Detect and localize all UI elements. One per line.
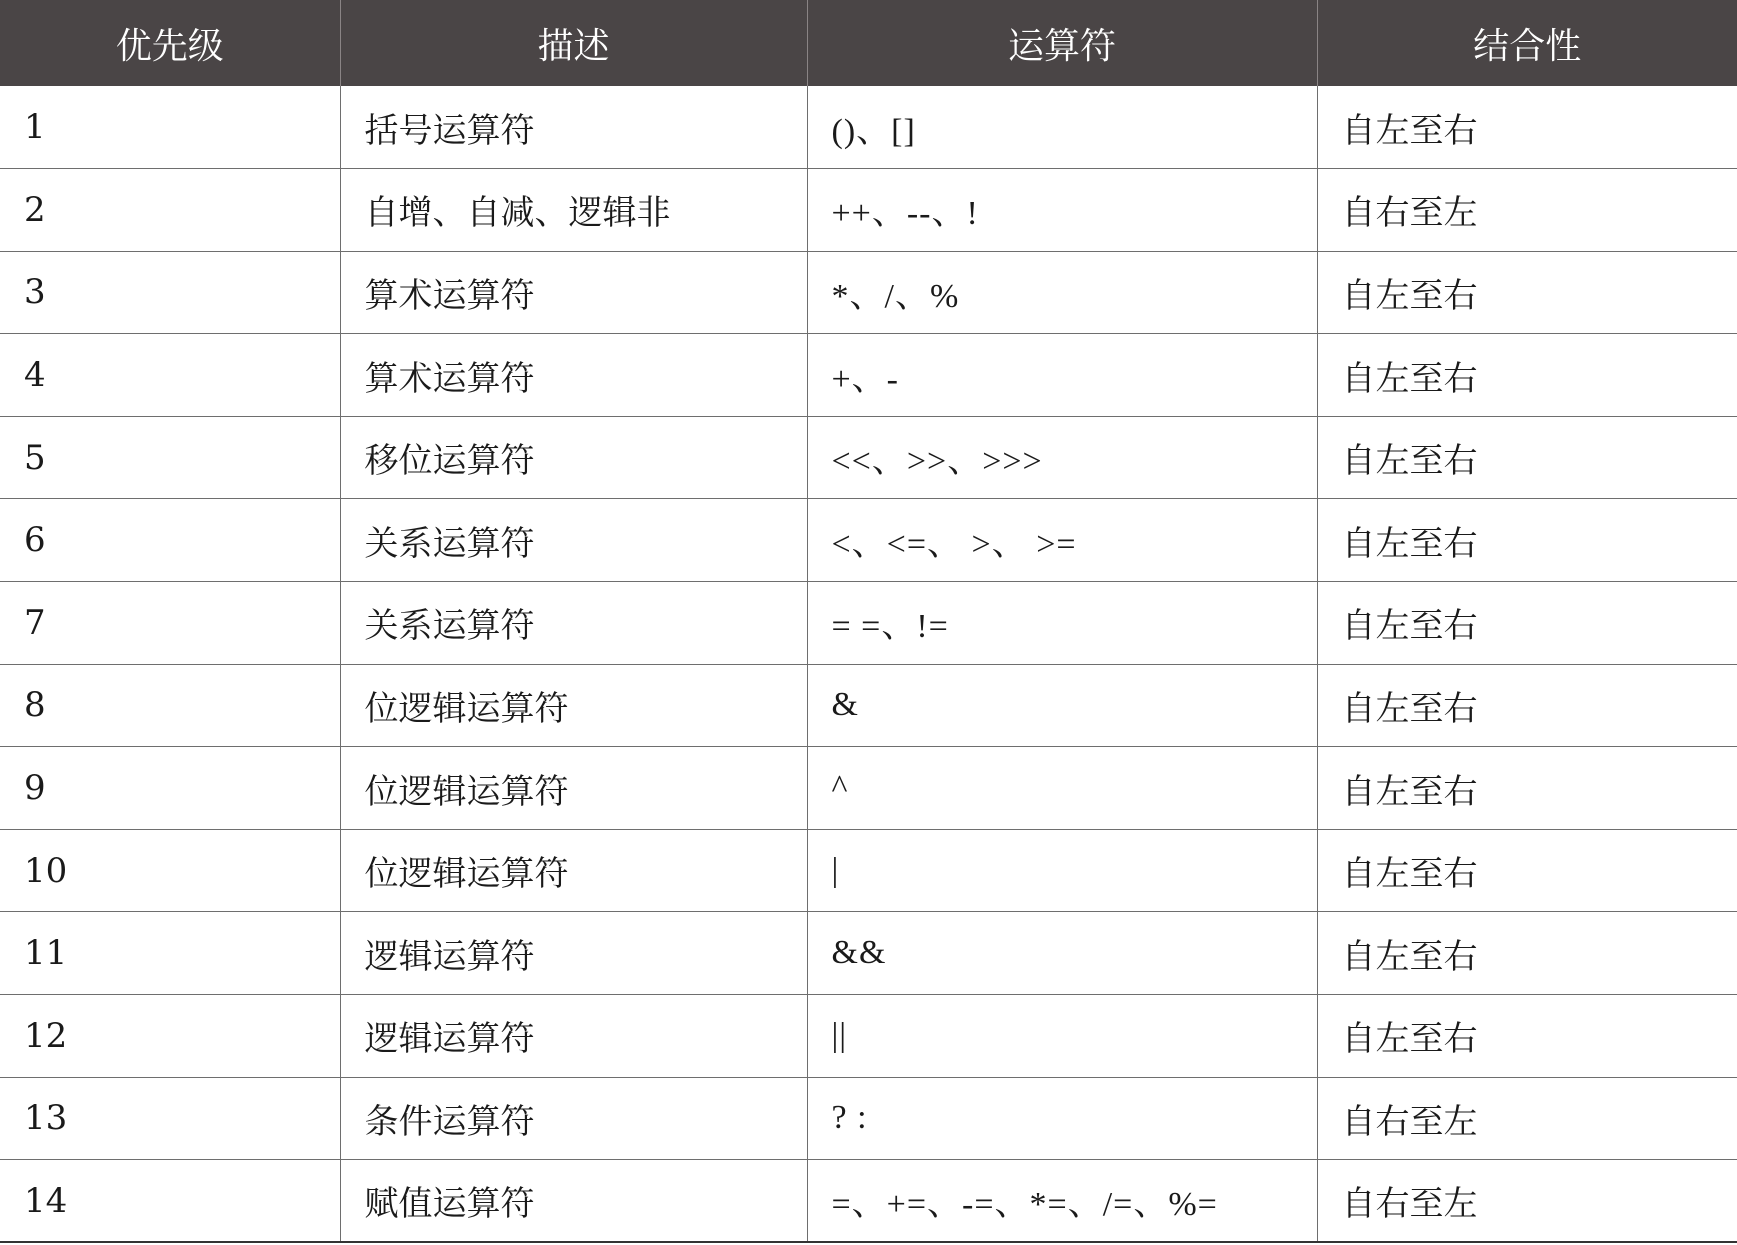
cell-operators: <<、>>、>>> — [807, 416, 1317, 499]
cell-operators: ++、--、! — [807, 169, 1317, 252]
cell-associativity: 自左至右 — [1317, 86, 1737, 169]
cell-priority: 10 — [0, 829, 340, 912]
cell-priority: 6 — [0, 499, 340, 582]
cell-description: 逻辑运算符 — [340, 912, 807, 995]
table-row — [0, 582, 1737, 665]
cell-operators: && — [807, 912, 1317, 995]
table-row — [0, 664, 1737, 747]
cell-operators: =、+=、-=、*=、/=、%= — [807, 1160, 1317, 1243]
header-description: 描述 — [340, 0, 807, 86]
cell-associativity: 自右至左 — [1317, 1077, 1737, 1160]
cell-priority: 3 — [0, 251, 340, 334]
cell-description: 算术运算符 — [340, 251, 807, 334]
cell-description: 移位运算符 — [340, 416, 807, 499]
cell-operators: <、<=、 >、 >= — [807, 499, 1317, 582]
cell-associativity: 自左至右 — [1317, 747, 1737, 830]
cell-associativity: 自左至右 — [1317, 416, 1737, 499]
cell-priority: 11 — [0, 912, 340, 995]
cell-associativity: 自左至右 — [1317, 582, 1737, 665]
cell-description: 逻辑运算符 — [340, 995, 807, 1078]
cell-priority: 7 — [0, 582, 340, 665]
header-operators: 运算符 — [807, 0, 1317, 86]
cell-operators: || — [807, 995, 1317, 1078]
cell-associativity: 自右至左 — [1317, 169, 1737, 252]
cell-description: 括号运算符 — [340, 86, 807, 169]
cell-associativity: 自左至右 — [1317, 995, 1737, 1078]
cell-description: 自增、自减、逻辑非 — [340, 169, 807, 252]
table-row — [0, 829, 1737, 912]
cell-associativity: 自左至右 — [1317, 912, 1737, 995]
cell-priority: 8 — [0, 664, 340, 747]
cell-operators: & — [807, 664, 1317, 747]
cell-description: 赋值运算符 — [340, 1160, 807, 1243]
header-row — [0, 0, 1737, 86]
table-row — [0, 1160, 1737, 1243]
cell-associativity: 自右至左 — [1317, 1160, 1737, 1243]
cell-operators: ? : — [807, 1077, 1317, 1160]
cell-description: 位逻辑运算符 — [340, 829, 807, 912]
cell-description: 算术运算符 — [340, 334, 807, 417]
cell-description: 位逻辑运算符 — [340, 747, 807, 830]
table-row — [0, 747, 1737, 830]
cell-associativity: 自左至右 — [1317, 499, 1737, 582]
table-row — [0, 995, 1737, 1078]
cell-priority: 12 — [0, 995, 340, 1078]
table-row — [0, 86, 1737, 169]
table-body — [0, 86, 1737, 1242]
cell-priority: 2 — [0, 169, 340, 252]
cell-description: 条件运算符 — [340, 1077, 807, 1160]
cell-operators: ()、[] — [807, 86, 1317, 169]
table-row — [0, 499, 1737, 582]
cell-associativity: 自左至右 — [1317, 334, 1737, 417]
header-associativity: 结合性 — [1317, 0, 1737, 86]
header-priority: 优先级 — [0, 0, 340, 86]
cell-priority: 9 — [0, 747, 340, 830]
table-row — [0, 1077, 1737, 1160]
cell-description: 关系运算符 — [340, 582, 807, 665]
cell-priority: 13 — [0, 1077, 340, 1160]
cell-operators: *、/、% — [807, 251, 1317, 334]
cell-description: 位逻辑运算符 — [340, 664, 807, 747]
cell-associativity: 自左至右 — [1317, 829, 1737, 912]
cell-operators: +、- — [807, 334, 1317, 417]
table-row — [0, 334, 1737, 417]
table-row — [0, 251, 1737, 334]
table-row — [0, 912, 1737, 995]
cell-priority: 4 — [0, 334, 340, 417]
cell-operators: | — [807, 829, 1317, 912]
cell-associativity: 自左至右 — [1317, 664, 1737, 747]
cell-operators: ^ — [807, 747, 1317, 830]
table-header — [0, 0, 1737, 86]
table-row — [0, 169, 1737, 252]
cell-associativity: 自左至右 — [1317, 251, 1737, 334]
cell-operators: = =、!= — [807, 582, 1317, 665]
cell-priority: 1 — [0, 86, 340, 169]
cell-priority: 14 — [0, 1160, 340, 1243]
table-row — [0, 416, 1737, 499]
cell-description: 关系运算符 — [340, 499, 807, 582]
cell-priority: 5 — [0, 416, 340, 499]
